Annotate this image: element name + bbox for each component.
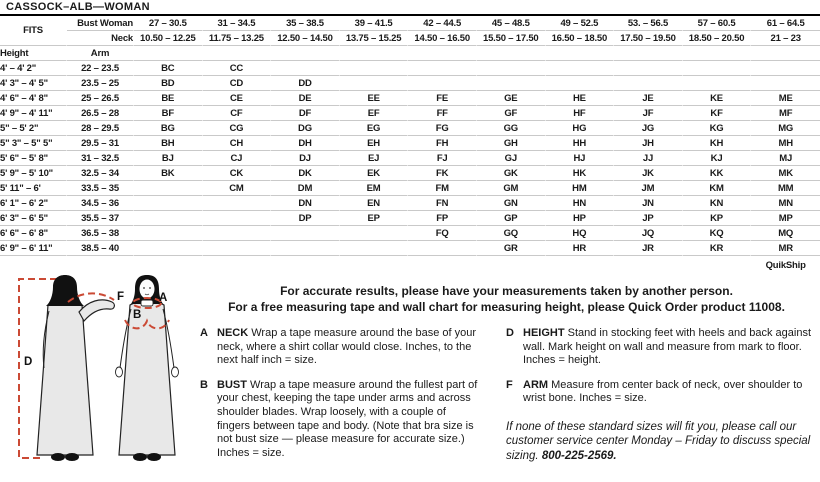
size-cell-unavailable	[546, 61, 615, 76]
table-row	[0, 151, 820, 166]
size-cell-unavailable	[134, 226, 203, 241]
size-cell: CF	[203, 106, 272, 121]
height-cell: 6' 6" – 6' 8"	[0, 226, 67, 241]
neck-range-cell: 15.50 – 17.50	[477, 31, 546, 46]
size-cell: GM	[477, 181, 546, 196]
intro-text	[195, 283, 818, 315]
size-cell: HH	[546, 136, 615, 151]
arm-cell: 23.5 – 25	[67, 76, 134, 91]
size-cell-unavailable	[408, 61, 477, 76]
size-cell: GJ	[477, 151, 546, 166]
column-spacer-cell	[614, 46, 683, 61]
instructions-column-left	[200, 327, 478, 471]
figure-label-f: F	[117, 291, 125, 303]
size-cell: BC	[134, 61, 203, 76]
arm-cell: 34.5 – 36	[67, 196, 134, 211]
bust-range-cell: 61 – 64.5	[751, 16, 820, 31]
size-cell: FQ	[408, 226, 477, 241]
size-cell-unavailable	[203, 241, 272, 256]
size-cell-unavailable	[340, 226, 409, 241]
size-cell: MG	[751, 121, 820, 136]
neck-range-cell: 17.50 – 19.50	[614, 31, 683, 46]
arm-cell: 29.5 – 31	[67, 136, 134, 151]
neck-range-cell: 18.50 – 20.50	[683, 31, 752, 46]
size-cell-unavailable	[751, 61, 820, 76]
bust-range-cell: 35 – 38.5	[271, 16, 340, 31]
size-cell: MF	[751, 106, 820, 121]
neck-range-cell: 12.50 – 14.50	[271, 31, 340, 46]
size-cell: KF	[683, 106, 752, 121]
neck-label: Neck	[67, 31, 134, 46]
table-row	[0, 196, 820, 211]
size-cell: BD	[134, 76, 203, 91]
neck-range-cell: 21 – 23	[751, 31, 820, 46]
size-cell: JK	[614, 166, 683, 181]
size-cell: HE	[546, 91, 615, 106]
size-cell: HJ	[546, 151, 615, 166]
arm-label: Arm	[67, 46, 134, 61]
size-cell-unavailable	[134, 241, 203, 256]
size-cell: EM	[340, 181, 409, 196]
measure-step-neck	[200, 327, 478, 368]
size-cell-unavailable	[408, 241, 477, 256]
neck-range-cell: 10.50 – 12.25	[134, 31, 203, 46]
height-cell: 5' 11" – 6'	[0, 181, 67, 196]
size-cell: GF	[477, 106, 546, 121]
size-cell: DG	[271, 121, 340, 136]
height-cell: 5" – 5' 2"	[0, 121, 67, 136]
size-cell: EE	[340, 91, 409, 106]
arm-cell: 28 – 29.5	[67, 121, 134, 136]
size-cell: FG	[408, 121, 477, 136]
size-cell: GR	[477, 241, 546, 256]
size-cell: KR	[683, 241, 752, 256]
size-cell: KK	[683, 166, 752, 181]
size-cell: EN	[340, 196, 409, 211]
size-cell: DN	[271, 196, 340, 211]
height-cell: 4' 3" – 4' 5"	[0, 76, 67, 91]
page-title: CASSOCK–ALB—WOMAN	[0, 0, 820, 16]
column-spacer-cell	[477, 46, 546, 61]
size-cell: GG	[477, 121, 546, 136]
size-cell: GN	[477, 196, 546, 211]
quikship-badge: QuikShip	[751, 256, 820, 273]
step-text: Stand in stocking feet with heels and back against wall. Mark height on wall and measure from mark to floor. Inches = height.	[523, 327, 811, 367]
figure-label-a: A	[159, 292, 168, 304]
size-cell: CG	[203, 121, 272, 136]
size-cell: FP	[408, 211, 477, 226]
size-cell-unavailable	[683, 61, 752, 76]
step-text: Wrap a tape measure around the fullest part of your chest, keeping the tape under arms and across shoulder blades. Wrap loosely, with a couple of fingers between tape and body. (Note that bra size is not bust size — please measure for accurate size.) Inches = size.	[217, 378, 478, 459]
size-cell-unavailable	[751, 76, 820, 91]
size-cell: FM	[408, 181, 477, 196]
table-row	[0, 241, 820, 256]
bust-range-cell: 27 – 30.5	[134, 16, 203, 31]
size-cell: CJ	[203, 151, 272, 166]
bust-range-cell: 39 – 41.5	[340, 16, 409, 31]
height-cell: 6' 1" – 6' 2"	[0, 196, 67, 211]
size-cell: EH	[340, 136, 409, 151]
height-cell: 4' 9" – 4' 11"	[0, 106, 67, 121]
column-spacer-cell	[546, 46, 615, 61]
height-cell: 5" 3" – 5" 5"	[0, 136, 67, 151]
size-cell: DJ	[271, 151, 340, 166]
table-row	[0, 226, 820, 241]
size-cell: MH	[751, 136, 820, 151]
step-text: Measure from center back of neck, over shoulder to wrist bone. Inches = size.	[523, 378, 803, 405]
size-cell-unavailable	[477, 76, 546, 91]
size-cell: FE	[408, 91, 477, 106]
size-cell: GH	[477, 136, 546, 151]
size-cell: KN	[683, 196, 752, 211]
size-cell: EK	[340, 166, 409, 181]
bust-header-row	[0, 16, 820, 31]
step-key: D	[506, 327, 514, 339]
height-cell: 6' 3" – 6' 5"	[0, 211, 67, 226]
arm-cell: 26.5 – 28	[67, 106, 134, 121]
step-term: NECK	[217, 327, 249, 339]
size-cell: FF	[408, 106, 477, 121]
size-cell: CC	[203, 61, 272, 76]
size-cell: JE	[614, 91, 683, 106]
table-row	[0, 61, 820, 76]
arm-cell: 32.5 – 34	[67, 166, 134, 181]
instructions-column-right	[506, 327, 814, 463]
size-cell-unavailable	[271, 241, 340, 256]
intro-line-1: For accurate results, please have your measurements taken by another person.	[280, 284, 733, 298]
column-spacer-cell	[134, 46, 203, 61]
size-cell: FN	[408, 196, 477, 211]
height-cell: 4' – 4' 2"	[0, 61, 67, 76]
step-key: B	[200, 378, 208, 391]
size-cell: KP	[683, 211, 752, 226]
size-cell: DP	[271, 211, 340, 226]
size-cell: JR	[614, 241, 683, 256]
size-cell: JJ	[614, 151, 683, 166]
arm-cell: 22 – 23.5	[67, 61, 134, 76]
height-label: Height	[0, 46, 67, 61]
height-cell: 6' 9" – 6' 11"	[0, 241, 67, 256]
size-cell: HM	[546, 181, 615, 196]
size-cell: KE	[683, 91, 752, 106]
size-cell: EJ	[340, 151, 409, 166]
size-cell-unavailable	[614, 61, 683, 76]
size-cell-unavailable	[683, 76, 752, 91]
height-cell: 4' 6" – 4' 8"	[0, 91, 67, 106]
height-arm-header-row	[0, 46, 820, 61]
column-spacer-cell	[340, 46, 409, 61]
table-row	[0, 91, 820, 106]
size-cell: GE	[477, 91, 546, 106]
neck-range-cell: 14.50 – 16.50	[408, 31, 477, 46]
size-cell: BH	[134, 136, 203, 151]
size-cell: HP	[546, 211, 615, 226]
size-cell: BF	[134, 106, 203, 121]
size-cell: ME	[751, 91, 820, 106]
size-cell-unavailable	[614, 76, 683, 91]
size-cell: HK	[546, 166, 615, 181]
size-cell: MP	[751, 211, 820, 226]
note-text: If none of these standard sizes will fit you, please call our customer service center Monday – Friday to discuss special sizing.	[506, 420, 811, 462]
size-cell: JQ	[614, 226, 683, 241]
step-term: ARM	[523, 378, 549, 391]
size-cell-unavailable	[134, 211, 203, 226]
size-cell: HF	[546, 106, 615, 121]
size-cell: KG	[683, 121, 752, 136]
size-cell: BK	[134, 166, 203, 181]
bust-range-cell: 53. – 56.5	[614, 16, 683, 31]
size-cell: EG	[340, 121, 409, 136]
size-cell-unavailable	[271, 226, 340, 241]
size-cell: JM	[614, 181, 683, 196]
phone-number: 800-225-2569.	[541, 449, 617, 462]
size-cell: GP	[477, 211, 546, 226]
arm-cell: 33.5 – 35	[67, 181, 134, 196]
arm-cell: 25 – 26.5	[67, 91, 134, 106]
step-term: BUST	[217, 378, 247, 391]
neck-header-row	[0, 31, 820, 46]
bust-label: Bust Woman	[67, 16, 134, 31]
table-row	[0, 136, 820, 151]
size-cell-unavailable	[134, 196, 203, 211]
size-cell: BJ	[134, 151, 203, 166]
size-cell: DE	[271, 91, 340, 106]
measure-step-arm	[506, 379, 814, 406]
size-cell: KM	[683, 181, 752, 196]
size-cell-unavailable	[203, 211, 272, 226]
size-cell-unavailable	[134, 181, 203, 196]
bust-range-cell: 45 – 48.5	[477, 16, 546, 31]
size-cell: GQ	[477, 226, 546, 241]
size-cell: KH	[683, 136, 752, 151]
size-cell-unavailable	[271, 61, 340, 76]
height-cell: 5' 9" – 5' 10"	[0, 166, 67, 181]
table-row	[0, 76, 820, 91]
size-cell: HG	[546, 121, 615, 136]
table-row	[0, 211, 820, 226]
neck-range-cell: 13.75 – 15.25	[340, 31, 409, 46]
size-cell: HN	[546, 196, 615, 211]
bust-range-cell: 57 – 60.5	[683, 16, 752, 31]
neck-range-cell: 11.75 – 13.25	[203, 31, 272, 46]
arm-cell: 31 – 32.5	[67, 151, 134, 166]
size-cell-unavailable	[546, 76, 615, 91]
neck-range-cell: 16.50 – 18.50	[546, 31, 615, 46]
size-cell: MR	[751, 241, 820, 256]
size-cell: MQ	[751, 226, 820, 241]
measurement-figure-illustration	[2, 275, 197, 475]
size-cell: JF	[614, 106, 683, 121]
size-cell: EP	[340, 211, 409, 226]
column-spacer-cell	[203, 46, 272, 61]
size-cell: MK	[751, 166, 820, 181]
size-cell: EF	[340, 106, 409, 121]
size-cell-unavailable	[340, 241, 409, 256]
size-cell: JG	[614, 121, 683, 136]
size-cell: DM	[271, 181, 340, 196]
size-cell: DH	[271, 136, 340, 151]
size-cell: GK	[477, 166, 546, 181]
bust-range-cell: 42 – 44.5	[408, 16, 477, 31]
step-key: A	[200, 327, 208, 339]
table-row	[0, 106, 820, 121]
size-cell-unavailable	[203, 196, 272, 211]
size-cell: KJ	[683, 151, 752, 166]
size-cell-unavailable	[408, 76, 477, 91]
size-cell-unavailable	[203, 226, 272, 241]
table-row	[0, 121, 820, 136]
size-cell: FK	[408, 166, 477, 181]
bust-range-cell: 49 – 52.5	[546, 16, 615, 31]
special-sizing-note	[506, 420, 814, 464]
size-cell: MN	[751, 196, 820, 211]
fits-label: FITS	[0, 16, 67, 46]
size-cell: DD	[271, 76, 340, 91]
size-cell: CM	[203, 181, 272, 196]
size-cell: CH	[203, 136, 272, 151]
measure-step-height	[506, 327, 814, 368]
figure-label-b: B	[133, 309, 142, 321]
size-cell: MM	[751, 181, 820, 196]
size-cell: KQ	[683, 226, 752, 241]
size-cell: HR	[546, 241, 615, 256]
size-cell: FH	[408, 136, 477, 151]
table-row	[0, 181, 820, 196]
step-text: Wrap a tape measure around the base of your neck, where a shirt collar would close. Inches, to the next half inch = size.	[217, 327, 477, 367]
measure-step-bust	[200, 379, 478, 461]
size-cell: JP	[614, 211, 683, 226]
figure-label-d: D	[24, 356, 33, 368]
size-cell: MJ	[751, 151, 820, 166]
size-table	[0, 16, 820, 273]
size-cell: BE	[134, 91, 203, 106]
column-spacer-cell	[683, 46, 752, 61]
arm-cell: 36.5 – 38	[67, 226, 134, 241]
size-cell: CE	[203, 91, 272, 106]
size-cell: JH	[614, 136, 683, 151]
table-row	[0, 166, 820, 181]
size-cell: FJ	[408, 151, 477, 166]
column-spacer-cell	[751, 46, 820, 61]
size-cell: CD	[203, 76, 272, 91]
size-cell: DF	[271, 106, 340, 121]
bust-range-cell: 31 – 34.5	[203, 16, 272, 31]
column-spacer-cell	[408, 46, 477, 61]
size-cell: CK	[203, 166, 272, 181]
arm-cell: 38.5 – 40	[67, 241, 134, 256]
measuring-instructions	[0, 271, 820, 482]
size-cell: DK	[271, 166, 340, 181]
step-key: F	[506, 378, 513, 391]
size-cell: BG	[134, 121, 203, 136]
size-cell: JN	[614, 196, 683, 211]
size-cell-unavailable	[340, 61, 409, 76]
column-spacer-cell	[271, 46, 340, 61]
size-cell-unavailable	[340, 76, 409, 91]
size-cell-unavailable	[477, 61, 546, 76]
intro-line-2: For a free measuring tape and wall chart for measuring height, please Quick Order product 11008.	[228, 300, 785, 314]
height-cell: 5' 6" – 5' 8"	[0, 151, 67, 166]
arm-cell: 35.5 – 37	[67, 211, 134, 226]
size-cell: HQ	[546, 226, 615, 241]
step-term: HEIGHT	[523, 327, 565, 339]
